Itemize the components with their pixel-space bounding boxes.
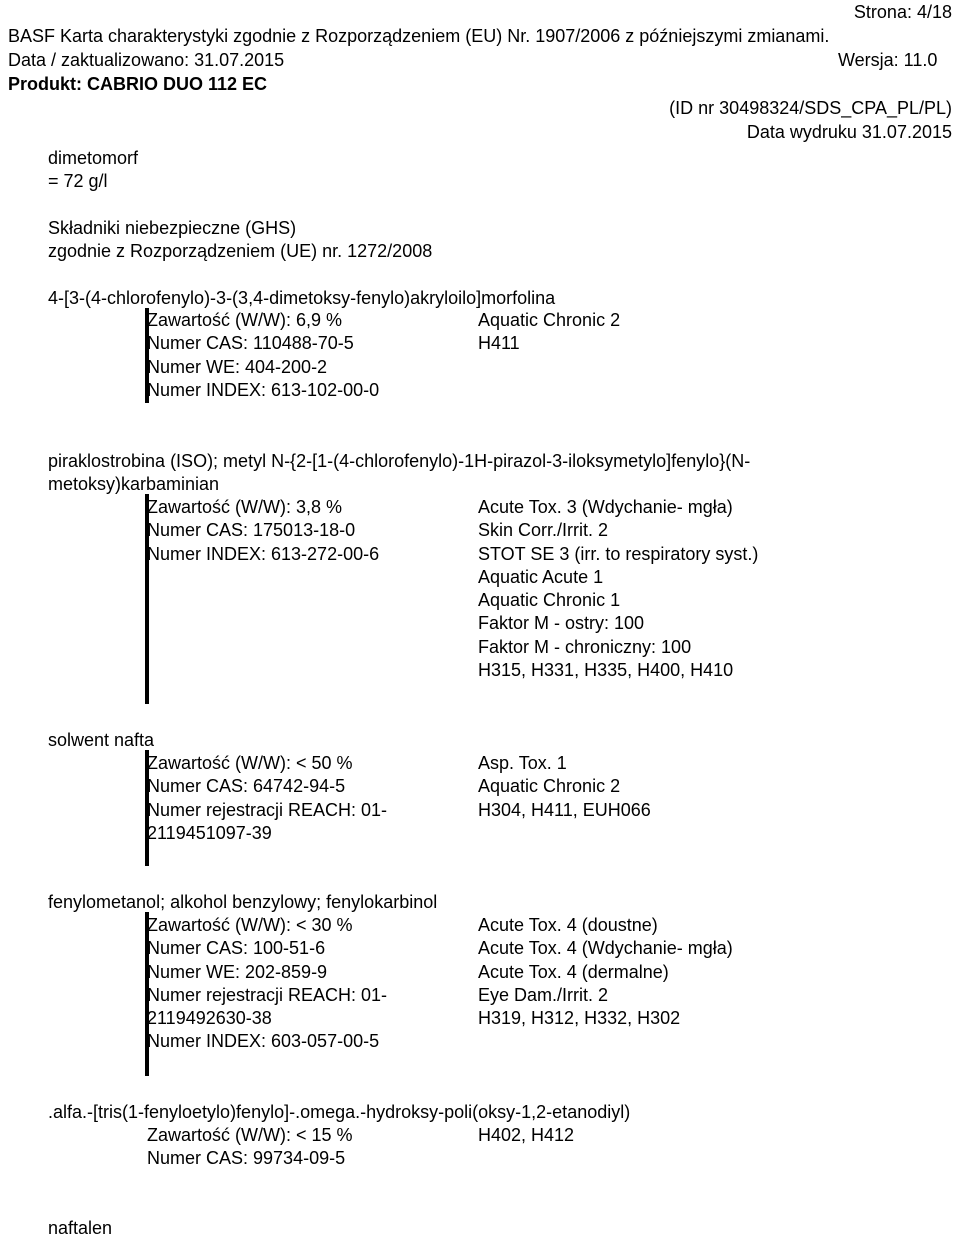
index-number: Numer INDEX: 603-057-00-5 (147, 1031, 380, 1052)
ec-number: Numer WE: 202-859-9 (147, 961, 328, 982)
hazard-statements: H319, H312, H332, H302 (478, 1008, 681, 1029)
content-value: Zawartość (W/W): 3,8 % (147, 497, 343, 517)
print-date: Data wydruku 31.07.2015 (746, 122, 952, 142)
cas-number: Numer CAS: 64742-94-5 (147, 776, 346, 797)
hazard-statements: H315, H331, H335, H400, H410 (478, 660, 734, 681)
hazard-section-title: Składniki niebezpieczne (GHS) (48, 218, 297, 238)
component-classification (478, 752, 651, 822)
product-name: Produkt: CABRIO DUO 112 EC (8, 74, 268, 94)
cas-number: Numer CAS: 99734-09-5 (147, 1148, 346, 1169)
component-properties (147, 309, 379, 402)
hazard-statements: H402, H412 (478, 1125, 575, 1145)
component-name: fenylometanol; alkohol benzylowy; fenylokarbinol (48, 892, 438, 912)
component-properties (147, 1124, 353, 1171)
cas-number: Numer CAS: 175013-18-0 (147, 520, 356, 541)
component-properties (147, 914, 387, 1054)
component-properties (147, 752, 387, 845)
cas-number: Numer CAS: 110488-70-5 (147, 333, 354, 354)
classification-item: H411 (478, 333, 520, 354)
reach-number: Numer rejestracji REACH: 01- (147, 799, 388, 820)
classification-item: Aquatic Acute 1 (478, 566, 604, 587)
document-title: BASF Karta charakterystyki zgodnie z Rozporządzeniem (EU) Nr. 1907/2006 z późniejszymi zmianami. (8, 26, 830, 46)
classification-item: Acute Tox. 4 (doustne) (478, 915, 658, 935)
index-number: Numer INDEX: 613-272-00-6 (147, 543, 380, 564)
classification-item: STOT SE 3 (irr. to respiratory syst.) (478, 543, 759, 564)
intro-line-1: dimetomorf (48, 148, 139, 168)
classification-item: Acute Tox. 4 (dermalne) (478, 961, 669, 982)
m-factor-acute: Faktor M - ostry: 100 (478, 613, 645, 634)
classification-item: Aquatic Chronic 2 (478, 310, 621, 330)
component-name-continued: metoksy)karbaminian (48, 474, 220, 494)
content-value: Zawartość (W/W): < 15 % (147, 1125, 353, 1145)
component-classification (478, 914, 733, 1030)
content-value: Zawartość (W/W): < 30 % (147, 915, 353, 935)
component-classification (478, 496, 758, 682)
intro-line-2: = 72 g/l (48, 171, 108, 191)
revision-date: Data / zaktualizowano: 31.07.2015 (8, 50, 285, 70)
component-classification (478, 309, 620, 356)
classification-item: Aquatic Chronic 1 (478, 590, 621, 611)
component-name: piraklostrobina (ISO); metyl N-{2-[1-(4-chlorofenylo)-1H-pirazol-3-iloksymetylo]fenylo}(N- (48, 451, 751, 471)
component-name: 4-[3-(4-chlorofenylo)-3-(3,4-dimetoksy-fenylo)akryloilo]morfolina (48, 288, 556, 308)
classification-item: Acute Tox. 3 (Wdychanie- mgła) (478, 497, 733, 517)
component-name: naftalen (48, 1218, 113, 1238)
page-number: Strona: 4/18 (853, 2, 952, 22)
index-number: Numer INDEX: 613-102-00-0 (147, 379, 380, 400)
classification-item: Aquatic Chronic 2 (478, 776, 621, 797)
reach-number: Numer rejestracji REACH: 01- (147, 984, 388, 1005)
content-value: Zawartość (W/W): 6,9 % (147, 310, 343, 330)
component-classification (478, 1124, 574, 1147)
component-name: .alfa.-[tris(1-fenyloetylo)fenylo]-.omega.-hydroksy-poli(oksy-1,2-etanodiyl) (48, 1102, 631, 1122)
hazard-statements: H304, H411, EUH066 (478, 799, 651, 820)
classification-item: Acute Tox. 4 (Wdychanie- mgła) (478, 938, 733, 959)
component-name: solwent nafta (48, 730, 155, 750)
version: Wersja: 11.0 (838, 50, 938, 70)
reach-number-continued: 2119451097-39 (147, 822, 272, 843)
m-factor-chronic: Faktor M - chroniczny: 100 (478, 636, 692, 657)
classification-item: Skin Corr./Irrit. 2 (478, 520, 609, 541)
component-properties (147, 496, 379, 566)
cas-number: Numer CAS: 100-51-6 (147, 938, 326, 959)
classification-item: Asp. Tox. 1 (478, 753, 567, 773)
content-value: Zawartość (W/W): < 50 % (147, 753, 353, 773)
ec-number: Numer WE: 404-200-2 (147, 356, 328, 377)
reach-number-continued: 2119492630-38 (147, 1008, 272, 1029)
classification-item: Eye Dam./Irrit. 2 (478, 984, 609, 1005)
document-id: (ID nr 30498324/SDS_CPA_PL/PL) (669, 98, 952, 118)
hazard-section-subtitle: zgodnie z Rozporządzeniem (UE) nr. 1272/2008 (48, 241, 433, 261)
